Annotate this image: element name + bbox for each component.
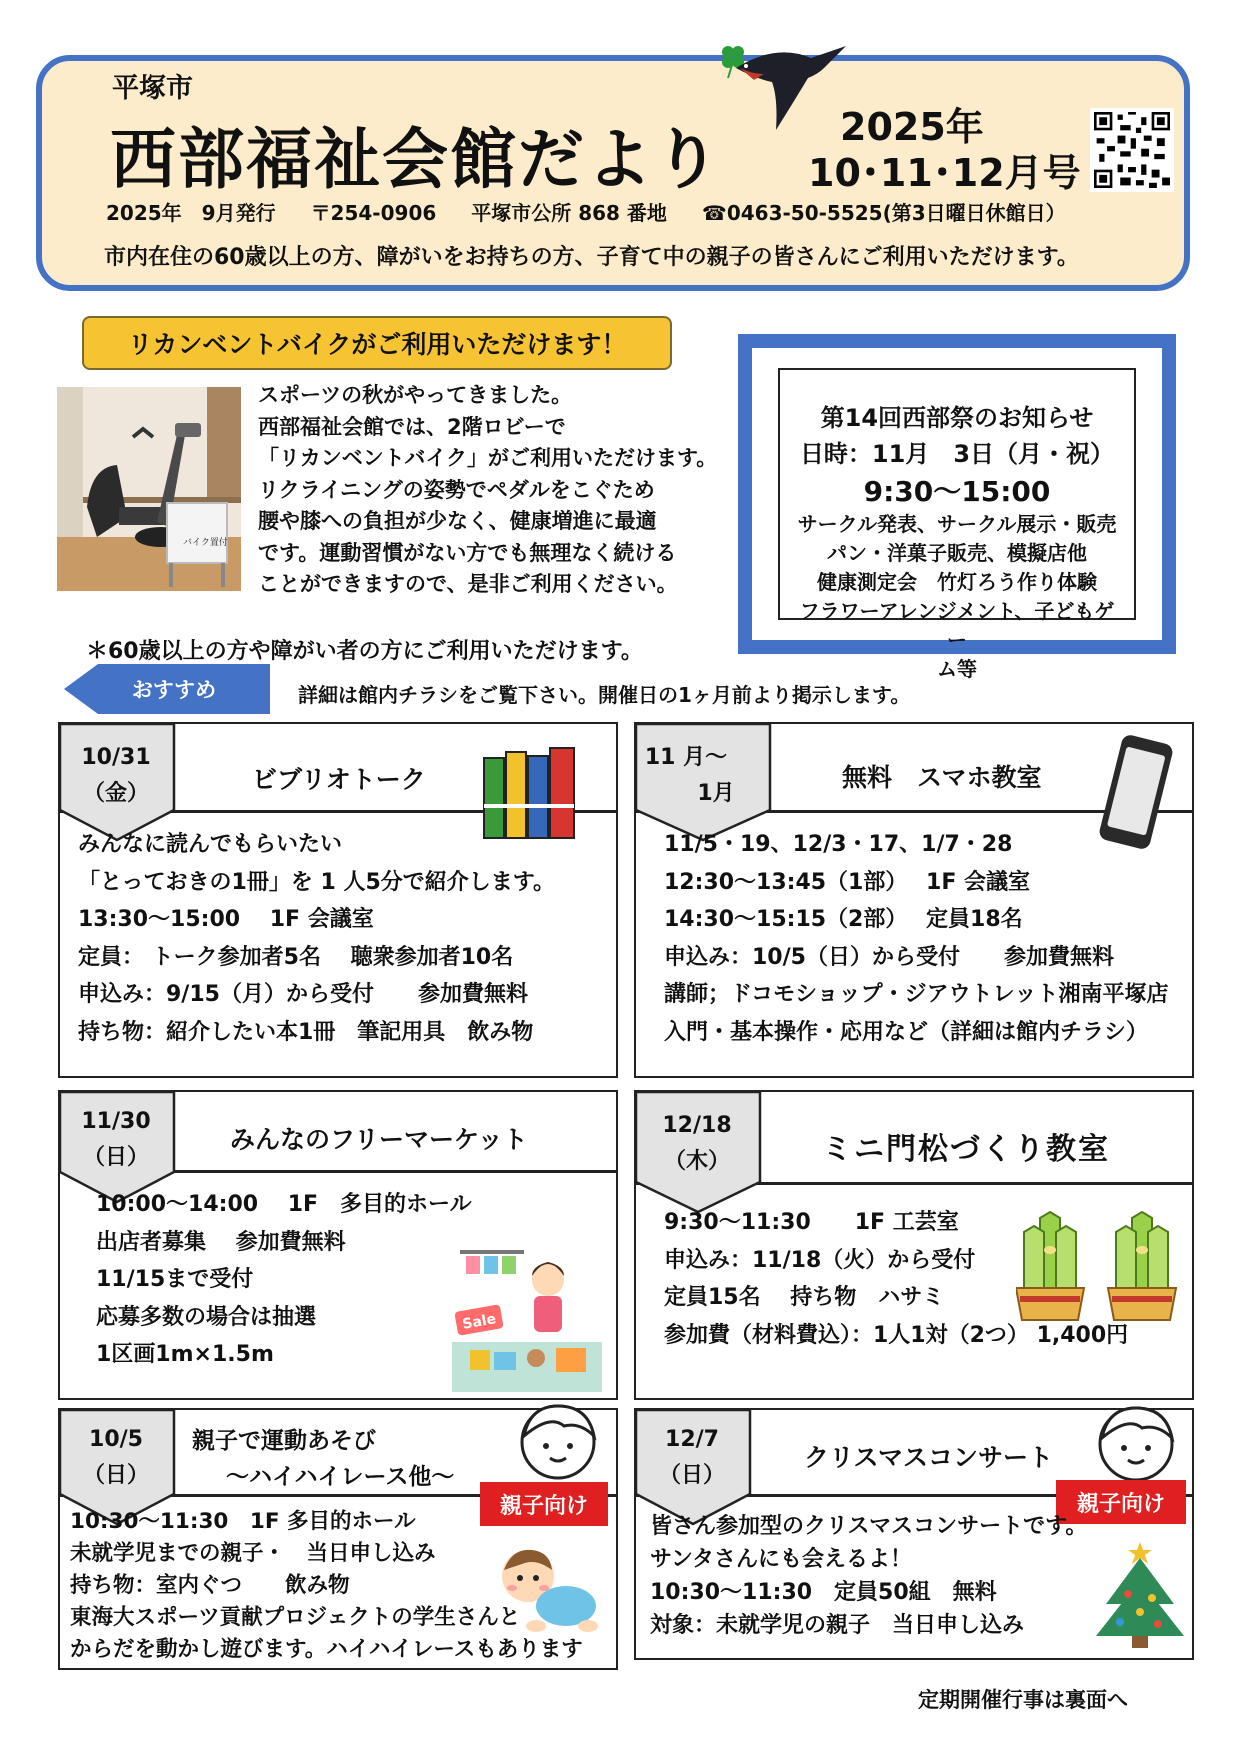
publication-info: [106, 197, 1094, 226]
festival-notice: [738, 334, 1176, 681]
event-weekday: （日）: [82, 1145, 149, 1170]
event-detail-line: 11/5・19、12/3・17、1/7・28: [664, 832, 1013, 857]
festival-item: ム等: [937, 657, 977, 681]
issue-date: 2025年 9月発行: [106, 201, 276, 225]
event-detail-line: 講師；ドコモショップ・ジアウトレット湘南平塚店: [664, 982, 1169, 1007]
child-face-icon: [510, 1400, 606, 1480]
parent-child-badge: 親子向け: [480, 1482, 608, 1526]
event-title: 親子で運動あそび: [192, 1428, 376, 1454]
event-detail-line: からだを動かし遊びます。ハイハイレースもあります: [70, 1637, 583, 1662]
event-detail-line: 皆さん参加型のクリスマスコンサートです。: [650, 1514, 1088, 1539]
photo-sign-label: バイク置付: [183, 538, 228, 548]
event-date: 12/7: [665, 1427, 719, 1452]
event-detail-line: 13:30～15:00 1F 会議室: [78, 907, 374, 932]
recommend-label: おすすめ: [131, 678, 217, 702]
event-detail-line: 出店者募集 参加費無料: [96, 1229, 346, 1255]
event-detail-line: 申込み：11/18（火）から受付: [664, 1247, 976, 1273]
event-detail-line: 参加費（材料費込）：1人1対（2つ） 1,400円: [664, 1322, 1129, 1348]
event-card-parent-child-play: [58, 1408, 618, 1670]
phone-number: ☎0463-50-5525(第3日曜日休館日）: [701, 201, 1066, 225]
event-detail-line: 未就学児までの親子・ 当日申し込み: [70, 1541, 436, 1566]
event-weekday: （日）: [82, 1463, 149, 1488]
event-detail-line: 9:30～11:30 1F 工芸室: [664, 1210, 959, 1235]
newsletter-title: 西部福祉会館だより: [110, 121, 722, 198]
city-name: 平塚市: [112, 73, 193, 104]
event-subtitle: ～ハイハイレース他～: [226, 1464, 455, 1490]
event-details: [650, 1510, 1087, 1642]
bike-line: 腰や膝への負担が少なく、健康増進に最適: [258, 509, 657, 533]
event-detail-line: 「とっておきの1冊」を 1 人5分で紹介します。: [78, 869, 556, 895]
bike-line: 「リカンベントバイク」がご利用いただけます。: [258, 446, 718, 470]
event-details: [70, 1506, 583, 1666]
event-card-smartphone-class: [634, 722, 1194, 1078]
festival-inner-frame: [778, 368, 1136, 681]
bike-description: [258, 380, 728, 601]
back-page-note: 定期開催行事は裏面へ: [918, 1688, 1128, 1712]
event-detail-line: 定員15名 持ち物 ハサミ: [664, 1285, 945, 1310]
event-date: 11 月～: [644, 745, 728, 770]
festival-date: 日時：11月 3日（月・祝）: [799, 440, 1115, 468]
postal-code: 〒254-0906: [310, 201, 437, 225]
event-details: [664, 826, 1168, 1051]
event-date: 12/18: [662, 1113, 732, 1138]
event-detail-line: 12:30～13:45（1部） 1F 会議室: [664, 869, 1031, 895]
event-date-end: 1月: [697, 781, 735, 806]
event-title: ミニ門松づくり教室: [822, 1132, 1110, 1167]
festival-item: サークル発表、サークル展示・販売: [797, 512, 1117, 536]
event-detail-line: 1区画1m×1.5m: [96, 1342, 274, 1367]
festival-title: 第14回西部祭のお知らせ: [820, 404, 1094, 432]
festival-item: パン・洋菓子販売、模擬店他: [827, 541, 1087, 565]
event-details: [664, 1204, 1128, 1354]
event-detail-line: 10:30～11:30 定員50組 無料: [650, 1580, 997, 1605]
event-detail-line: 応募多数の場合は抽選: [96, 1304, 317, 1330]
event-detail-line: 10:00～14:00 1F 多目的ホール: [96, 1192, 472, 1217]
event-detail-line: 申込み：9/15（月）から受付 参加費無料: [78, 982, 528, 1007]
event-detail-line: 持ち物：紹介したい本1冊 筆記用具 飲み物: [78, 1019, 534, 1045]
event-card-christmas-concert: [634, 1408, 1194, 1660]
event-date: 10/5: [89, 1427, 143, 1452]
bike-line: リクライニングの姿勢でペダルをこぐため: [258, 477, 655, 502]
bike-line: ことができますので、是非ご利用ください。: [258, 572, 678, 596]
event-detail-line: 持ち物：室内ぐつ 飲み物: [70, 1573, 350, 1598]
event-title: みんなのフリーマーケット: [230, 1125, 528, 1154]
bike-section-title: リカンベントバイクがご利用いただけます！: [82, 316, 672, 370]
event-detail-line: みんなに読んでもらいたい: [78, 832, 343, 857]
event-date: 11/30: [81, 1109, 151, 1134]
recumbent-bike-photo: [57, 387, 241, 591]
christmas-tree-icon: [1092, 1536, 1188, 1652]
parent-child-badge: 親子向け: [1056, 1480, 1186, 1524]
bike-line: です。運動習慣がない方でも無理なく続ける: [258, 540, 677, 565]
event-weekday: （金）: [82, 781, 149, 806]
sale-label: Sale: [461, 1311, 498, 1333]
event-detail-line: 14:30～15:15（2部） 定員18名: [664, 907, 1023, 932]
event-detail-line: 11/15まで受付: [96, 1267, 254, 1292]
recommend-tag: [64, 664, 270, 714]
event-title: 無料 スマホ教室: [842, 763, 1042, 792]
recommend-text: 詳細は館内チラシをご覧下さい。開催日の1ヶ月前より掲示します。: [298, 683, 911, 707]
event-detail-line: 10:30～11:30 1F 多目的ホール: [70, 1509, 416, 1534]
swallow-illustration: [706, 38, 856, 138]
festival-item: フラワーアレンジメント、子どもゲー: [799, 599, 1115, 652]
event-weekday: （木）: [663, 1149, 730, 1174]
issue-year: 2025年: [840, 105, 984, 149]
event-card-biblio-talk: [58, 722, 618, 1078]
bike-eligibility-note: ＊60歳以上の方や障がい者の方にご利用いただけます。: [86, 639, 643, 664]
event-card-flea-market: [58, 1090, 618, 1400]
event-detail-line: 対象：未就学児の親子 当日申し込み: [650, 1613, 1025, 1638]
event-details: [96, 1186, 472, 1374]
clover-icon: [722, 46, 744, 78]
qr-code-icon: [1090, 108, 1174, 192]
event-date: 10/31: [81, 745, 151, 770]
event-title: ビブリオトーク: [252, 765, 426, 794]
address: 平塚市公所 868 番地: [471, 201, 667, 225]
child-face-icon: [1088, 1402, 1184, 1482]
event-detail-line: 東海大スポーツ貢献プロジェクトの学生さんと: [70, 1605, 521, 1630]
event-title: クリスマスコンサート: [804, 1443, 1054, 1472]
festival-item: 健康測定会 竹灯ろう作り体験: [817, 570, 1097, 594]
event-detail-line: 入門・基本操作・応用など（詳細は館内チラシ）: [664, 1019, 1149, 1045]
bike-line: スポーツの秋がやってきました。: [258, 383, 573, 407]
event-detail-line: サンタさんにも会えるよ！: [650, 1547, 913, 1572]
target-audience: 市内在住の60歳以上の方、障がいをお持ちの方、子育て中の親子の皆さんにご利用いただけます。: [104, 245, 1079, 270]
event-detail-line: 申込み：10/5（日）から受付 参加費無料: [664, 944, 1114, 970]
issue-months: 10･11･12月号: [808, 151, 1081, 195]
festival-time: 9:30～15:00: [863, 475, 1051, 508]
event-details: [78, 826, 555, 1051]
event-detail-line: 定員： トーク参加者5名 聴衆参加者10名: [78, 944, 514, 970]
flea-market-illustration: [452, 1242, 602, 1392]
bike-line: 西部福祉会館では、2階ロビーで: [258, 414, 566, 439]
festival-items: [794, 510, 1120, 684]
event-weekday: （日）: [658, 1463, 725, 1488]
event-card-kadomatsu-class: [634, 1090, 1194, 1400]
